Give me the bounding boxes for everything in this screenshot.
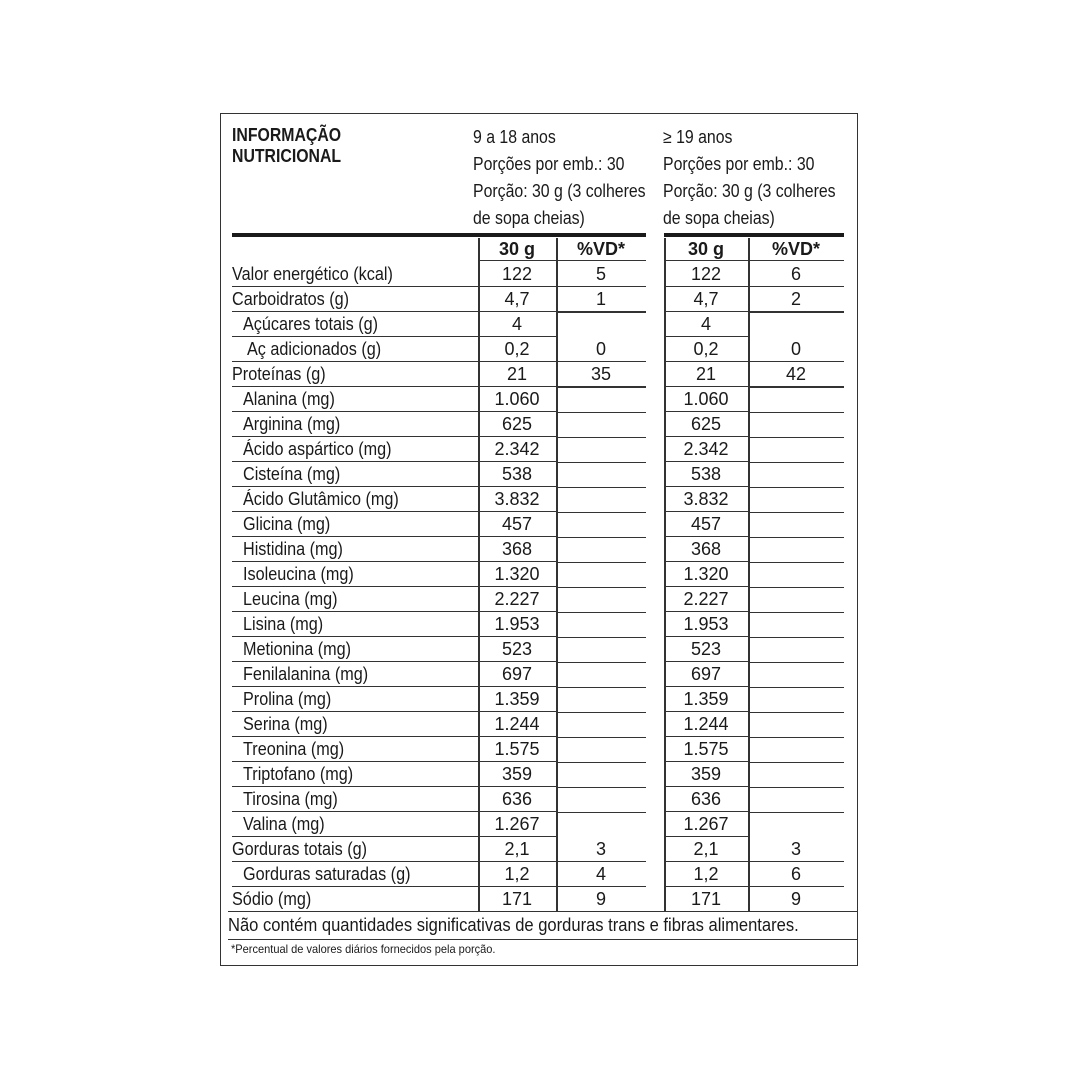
vd-9-18-cell [556, 437, 646, 438]
vd-19-plus-cell [748, 487, 844, 488]
group-line: Porções por emb.: 30 [473, 154, 625, 174]
header-rule [664, 233, 844, 237]
vd-9-18-cell [556, 587, 646, 588]
vd-9-18-cell [556, 737, 646, 738]
nutrient-label [232, 637, 478, 662]
vd-19-plus-cell: 6 [748, 262, 844, 287]
vd-9-18-cell: 1 [556, 287, 646, 312]
nutrient-label-text: Cisteína (mg) [243, 463, 341, 484]
nutrient-label-text: Proteínas (g) [232, 363, 326, 384]
qty-9-18-cell: 1,2 [478, 862, 556, 887]
vd-9-18-cell [556, 787, 646, 788]
group-header-9-18 [473, 124, 646, 232]
vd-9-18-cell [556, 712, 646, 713]
qty-19-plus-cell: 1.267 [664, 812, 748, 837]
vd-19-plus-cell [748, 662, 844, 663]
qty-19-plus-cell: 523 [664, 637, 748, 662]
vd-9-18-cell [556, 312, 646, 313]
nutrient-label-text: Alanina (mg) [243, 388, 335, 409]
qty-19-plus-cell: 1.359 [664, 687, 748, 712]
vd-9-18-cell [556, 537, 646, 538]
qty-19-plus-cell: 359 [664, 762, 748, 787]
vd-19-plus-cell: 42 [748, 362, 844, 387]
qty-19-plus-cell: 1.244 [664, 712, 748, 737]
nutrient-label-text: Gorduras totais (g) [232, 838, 368, 859]
qty-9-18-cell: 171 [478, 887, 556, 912]
qty-19-plus-cell: 457 [664, 512, 748, 537]
qty-19-plus-cell: 697 [664, 662, 748, 687]
footnote: *Percentual de valores diários fornecidos pela porção. [231, 942, 496, 956]
nutrient-label [232, 812, 478, 837]
footer-statement [228, 911, 858, 940]
nutrient-label-text: Tirosina (mg) [243, 788, 338, 809]
vd-9-18-cell [556, 412, 646, 413]
vd-19-plus-cell: 0 [748, 337, 844, 362]
nutrient-label [232, 887, 478, 912]
qty-9-18-cell: 538 [478, 462, 556, 487]
nutrient-label-text: Ácido aspártico (mg) [243, 438, 392, 459]
qty-19-plus-cell: 3.832 [664, 487, 748, 512]
nutrient-label-text: Histidina (mg) [243, 538, 343, 559]
vd-9-18-cell [556, 637, 646, 638]
nutrient-label [232, 787, 478, 812]
nutrient-label [232, 387, 478, 412]
group-line: Porções por emb.: 30 [663, 154, 815, 174]
qty-19-plus-cell: 1,2 [664, 862, 748, 887]
nutrient-label-text: Açúcares totais (g) [243, 313, 379, 334]
vd-19-plus-cell [748, 312, 844, 313]
vd-9-18-cell [556, 762, 646, 763]
qty-19-plus-cell: 1.953 [664, 612, 748, 637]
nutrient-label-text: Isoleucina (mg) [243, 563, 354, 584]
qty-19-plus-cell: 1.320 [664, 562, 748, 587]
qty-19-plus-cell: 4,7 [664, 287, 748, 312]
nutrient-label [232, 262, 478, 287]
nutrient-label [232, 287, 478, 312]
vd-19-plus-cell [748, 762, 844, 763]
vd-19-plus-cell [748, 412, 844, 413]
title-line: INFORMAÇÃO [232, 125, 342, 145]
vd-9-18-cell [556, 562, 646, 563]
qty-9-18-cell: 359 [478, 762, 556, 787]
qty-9-18-cell: 1.953 [478, 612, 556, 637]
nutrient-label-text: Lisina (mg) [243, 613, 324, 634]
nutrient-label [232, 412, 478, 437]
vd-19-plus-cell: 9 [748, 887, 844, 912]
vd-19-plus-cell [748, 787, 844, 788]
qty-9-18-cell: 368 [478, 537, 556, 562]
vd-19-plus-cell [748, 812, 844, 813]
nutrient-label-text: Aç adicionados (g) [247, 338, 382, 359]
qty-9-18-cell: 2.342 [478, 437, 556, 462]
group-line: Porção: 30 g (3 colheres [663, 181, 836, 201]
nutrient-label-text: Gorduras saturadas (g) [243, 863, 411, 884]
vd-9-18-cell [556, 612, 646, 613]
qty-19-plus-cell: 368 [664, 537, 748, 562]
qty-9-18-cell: 4,7 [478, 287, 556, 312]
group-line: ≥ 19 anos [663, 127, 733, 147]
qty-19-plus-cell: 636 [664, 787, 748, 812]
nutrient-label-text: Arginina (mg) [243, 413, 341, 434]
vd-19-plus-cell [748, 387, 844, 388]
qty-9-18-cell: 122 [478, 262, 556, 287]
nutrient-label [232, 337, 478, 362]
vd-19-plus-cell [748, 687, 844, 688]
vd-19-plus-cell [748, 462, 844, 463]
nutrient-label-text: Triptofano (mg) [243, 763, 354, 784]
group-header-19-plus [663, 124, 836, 232]
qty-19-plus-cell: 171 [664, 887, 748, 912]
vd-19-plus-cell: 6 [748, 862, 844, 887]
nutrient-label [232, 362, 478, 387]
qty-9-18-cell: 1.575 [478, 737, 556, 762]
title-line: NUTRICIONAL [232, 146, 342, 166]
nutrient-label [232, 662, 478, 687]
nutrient-label [232, 562, 478, 587]
nutrient-label-text: Treonina (mg) [243, 738, 345, 759]
vd-19-plus-cell [748, 612, 844, 613]
qty-19-plus-cell: 122 [664, 262, 748, 287]
qty-9-18-cell: 3.832 [478, 487, 556, 512]
qty-9-18-cell: 0,2 [478, 337, 556, 362]
vd-9-18-cell: 4 [556, 862, 646, 887]
nutrient-label [232, 612, 478, 637]
vd-9-18-cell [556, 687, 646, 688]
vd-19-plus-cell [748, 712, 844, 713]
nutrient-label [232, 862, 478, 887]
vd-9-18-cell [556, 812, 646, 813]
qty-9-18-cell: 636 [478, 787, 556, 812]
nutrient-label [232, 837, 478, 862]
qty-9-18-cell: 1.320 [478, 562, 556, 587]
qty-19-plus-cell: 0,2 [664, 337, 748, 362]
vd-9-18-cell [556, 512, 646, 513]
footer-text: Não contém quantidades significativas de gorduras trans e fibras alimentares. [228, 915, 799, 935]
qty-19-plus-cell: 2,1 [664, 837, 748, 862]
qty-9-18-cell: 1.060 [478, 387, 556, 412]
vd-9-18-cell [556, 387, 646, 388]
nutrient-label [232, 537, 478, 562]
vd-9-18-cell: 3 [556, 837, 646, 862]
qty-19-plus-cell: 21 [664, 362, 748, 387]
column-header-qty: 30 g [478, 238, 556, 261]
nutrient-label-text: Fenilalanina (mg) [243, 663, 369, 684]
vd-9-18-cell: 0 [556, 337, 646, 362]
qty-9-18-cell: 21 [478, 362, 556, 387]
nutrient-label [232, 512, 478, 537]
nutrient-label-text: Valina (mg) [243, 813, 325, 834]
qty-9-18-cell: 457 [478, 512, 556, 537]
vd-9-18-cell: 9 [556, 887, 646, 912]
nutrient-label-text: Sódio (mg) [232, 888, 312, 909]
nutrient-label [232, 462, 478, 487]
nutrient-label [232, 687, 478, 712]
qty-9-18-cell: 1.267 [478, 812, 556, 837]
header-rule [232, 233, 646, 237]
vd-9-18-cell [556, 462, 646, 463]
column-header-vd: %VD* [748, 238, 844, 261]
group-line: de sopa cheias) [663, 208, 775, 228]
nutrient-label [232, 487, 478, 512]
group-line: de sopa cheias) [473, 208, 585, 228]
qty-19-plus-cell: 2.227 [664, 587, 748, 612]
nutrient-label [232, 737, 478, 762]
vd-19-plus-cell [748, 537, 844, 538]
vd-19-plus-cell: 2 [748, 287, 844, 312]
vd-19-plus-cell [748, 737, 844, 738]
nutrient-label-text: Carboidratos (g) [232, 288, 350, 309]
nutrient-label [232, 437, 478, 462]
vd-9-18-cell: 35 [556, 362, 646, 387]
nutrient-label-text: Prolina (mg) [243, 688, 332, 709]
group-line: 9 a 18 anos [473, 127, 556, 147]
qty-9-18-cell: 1.359 [478, 687, 556, 712]
qty-19-plus-cell: 625 [664, 412, 748, 437]
qty-9-18-cell: 523 [478, 637, 556, 662]
vd-19-plus-cell [748, 587, 844, 588]
nutrient-label [232, 762, 478, 787]
vd-19-plus-cell [748, 637, 844, 638]
qty-9-18-cell: 2.227 [478, 587, 556, 612]
column-header-vd: %VD* [556, 238, 646, 261]
group-line: Porção: 30 g (3 colheres [473, 181, 646, 201]
vd-19-plus-cell [748, 512, 844, 513]
vd-9-18-cell [556, 662, 646, 663]
qty-9-18-cell: 2,1 [478, 837, 556, 862]
vd-9-18-cell [556, 487, 646, 488]
qty-9-18-cell: 625 [478, 412, 556, 437]
qty-9-18-cell: 4 [478, 312, 556, 337]
qty-19-plus-cell: 538 [664, 462, 748, 487]
nutrient-label [232, 587, 478, 612]
nutrient-label-text: Ácido Glutâmico (mg) [243, 488, 399, 509]
nutrient-label [232, 312, 478, 337]
vd-19-plus-cell [748, 562, 844, 563]
column-header-qty: 30 g [664, 238, 748, 261]
qty-9-18-cell: 1.244 [478, 712, 556, 737]
qty-19-plus-cell: 1.575 [664, 737, 748, 762]
qty-9-18-cell: 697 [478, 662, 556, 687]
nutrition-title [232, 125, 341, 167]
nutrient-label-text: Serina (mg) [243, 713, 328, 734]
vd-19-plus-cell: 3 [748, 837, 844, 862]
nutrient-label-text: Metionina (mg) [243, 638, 352, 659]
nutrient-label [232, 712, 478, 737]
qty-19-plus-cell: 1.060 [664, 387, 748, 412]
qty-19-plus-cell: 4 [664, 312, 748, 337]
vd-9-18-cell: 5 [556, 262, 646, 287]
nutrient-label-text: Leucina (mg) [243, 588, 338, 609]
nutrient-label-text: Valor energético (kcal) [232, 264, 393, 284]
nutrient-label-text: Glicina (mg) [243, 513, 331, 534]
vd-19-plus-cell [748, 437, 844, 438]
qty-19-plus-cell: 2.342 [664, 437, 748, 462]
